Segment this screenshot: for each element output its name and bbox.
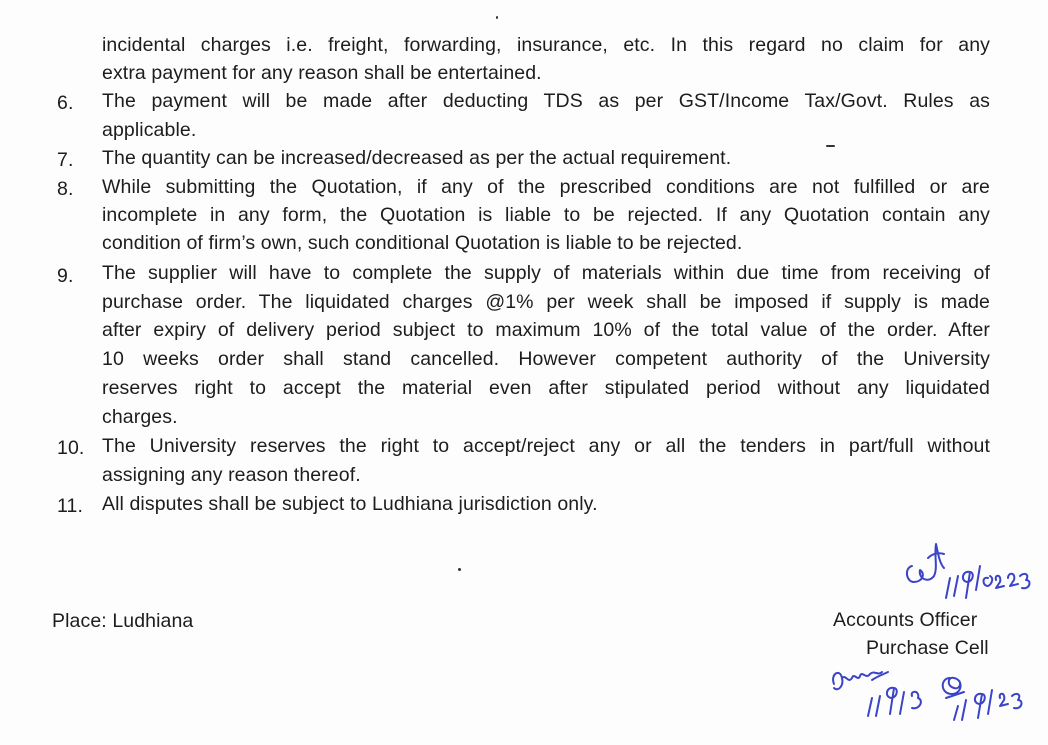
item-9-line-2: purchase order. The liquidated charges @1% per week shall be imposed if supply is made — [102, 291, 990, 313]
scan-speck — [458, 568, 461, 571]
item-10-number: 10. — [57, 437, 85, 459]
item-11-line-1: All disputes shall be subject to Ludhiana jurisdiction only. — [102, 493, 598, 515]
item-6-line-2: applicable. — [102, 119, 197, 141]
officer-title: Accounts Officer — [833, 609, 978, 631]
item-11-number: 11. — [57, 495, 83, 517]
item-10-line-2: assigning any reason thereof. — [102, 464, 361, 486]
scan-speck — [496, 16, 498, 19]
item-9-number: 9. — [57, 265, 74, 287]
initials-with-date-right — [936, 660, 1036, 722]
item-8-line-1: While submitting the Quotation, if any of the prescribed conditions are not fulfilled or are — [102, 176, 990, 198]
item-9-line-4: 10 weeks order shall stand cancelled. However competent authority of the University — [102, 348, 990, 370]
item-5-line-2: extra payment for any reason shall be entertained. — [102, 62, 542, 84]
item-8-line-2: incomplete in any form, the Quotation is liable to be rejected. If any Quotation contain any — [102, 204, 990, 226]
initials-with-date-left — [828, 658, 928, 720]
item-9-line-5: reserves right to accept the material even after stipulated period without any liquidated — [102, 377, 990, 399]
item-6-number: 6. — [57, 92, 74, 114]
item-9-line-6: charges. — [102, 406, 178, 428]
officer-signature — [900, 538, 1035, 608]
item-8-number: 8. — [57, 178, 74, 200]
item-7-line-1: The quantity can be increased/decreased as per the actual requirement. — [102, 147, 732, 169]
item-10-line-1: The University reserves the right to accept/reject any or all the tenders in part/full without — [102, 435, 990, 457]
officer-department: Purchase Cell — [866, 637, 989, 659]
item-7-number: 7. — [57, 149, 74, 171]
place-label: Place: Ludhiana — [52, 610, 194, 632]
item-5-line-1: incidental charges i.e. freight, forwarding, insurance, etc. In this regard no claim for any — [102, 34, 990, 56]
item-9-line-1: The supplier will have to complete the supply of materials within due time from receiving of — [102, 262, 990, 284]
item-6-line-1: The payment will be made after deducting TDS as per GST/Income Tax/Govt. Rules as — [102, 90, 990, 112]
scan-speck — [826, 145, 835, 147]
item-8-line-3: condition of firm’s own, such conditional Quotation is liable to be rejected. — [102, 232, 743, 254]
item-9-line-3: after expiry of delivery period subject to maximum 10% of the total value of the order. After — [102, 319, 990, 341]
